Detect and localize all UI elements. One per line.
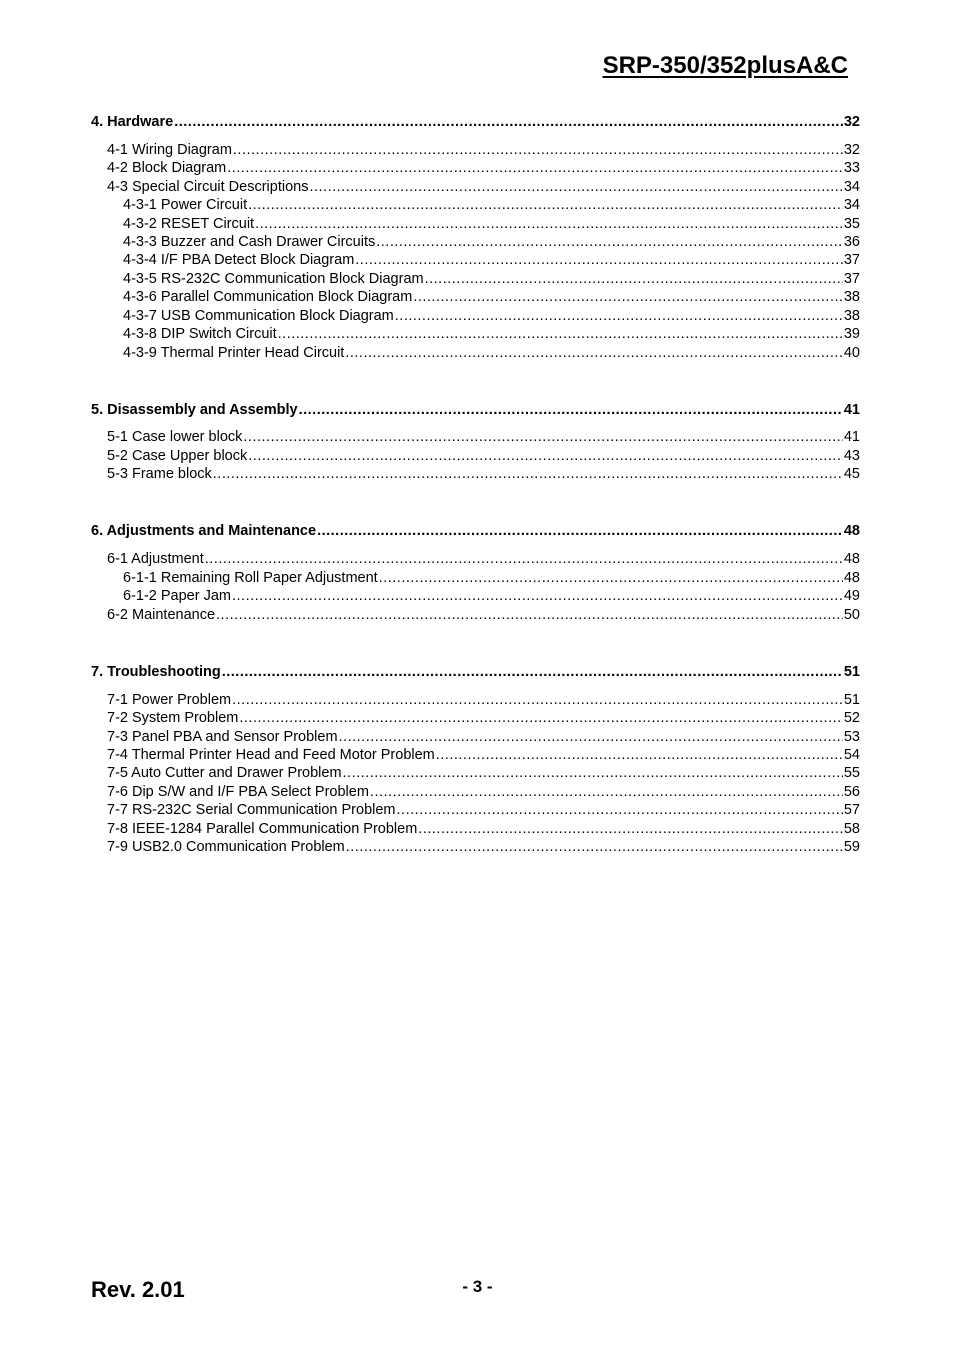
toc-dot-leader xyxy=(436,746,843,764)
toc-entry-label: 7-8 IEEE-1284 Parallel Communication Problem xyxy=(107,821,418,837)
toc-dot-leader xyxy=(413,288,843,306)
toc-entry-page: 49 xyxy=(843,588,860,604)
toc-dot-leader xyxy=(343,764,843,782)
page-number: - 3 - xyxy=(462,1277,493,1296)
toc-entry[interactable] xyxy=(123,270,860,288)
toc-entry-label: 6-1 Adjustment xyxy=(107,551,204,567)
toc-dot-leader xyxy=(232,587,843,605)
toc-dot-leader xyxy=(397,801,843,819)
toc-dot-leader xyxy=(232,691,843,709)
toc-entry-label: 7. Troubleshooting xyxy=(91,664,221,680)
toc-dot-leader xyxy=(248,196,843,214)
toc-dot-leader xyxy=(243,428,842,446)
toc-entry[interactable] xyxy=(107,838,860,856)
toc-entry-page: 56 xyxy=(843,784,860,800)
toc-dot-leader xyxy=(395,307,843,325)
toc-dot-leader xyxy=(370,783,843,801)
toc-entry-page: 37 xyxy=(843,252,860,268)
toc-entry-label: 4-3-3 Buzzer and Cash Drawer Circuits xyxy=(123,234,376,250)
toc-entry-page: 45 xyxy=(843,466,860,482)
toc-entry[interactable] xyxy=(107,159,860,177)
toc-entry-page: 41 xyxy=(843,429,860,445)
toc-dot-leader xyxy=(317,522,843,540)
toc-dot-leader xyxy=(376,233,843,251)
toc-entry[interactable] xyxy=(123,307,860,325)
toc-entry-page: 34 xyxy=(843,179,860,195)
toc-dot-leader xyxy=(346,838,843,856)
toc-entry-page: 48 xyxy=(843,523,860,539)
toc-entry-page: 51 xyxy=(843,664,860,680)
toc-entry-page: 53 xyxy=(843,729,860,745)
toc-entry-page: 52 xyxy=(843,710,860,726)
toc-dot-leader xyxy=(255,215,843,233)
toc-dot-leader xyxy=(309,178,842,196)
toc-dot-leader xyxy=(222,663,843,681)
toc-dot-leader xyxy=(233,141,843,159)
toc-entry[interactable] xyxy=(91,522,860,540)
toc-entry-page: 43 xyxy=(843,448,860,464)
toc-entry-page: 55 xyxy=(843,765,860,781)
toc-entry[interactable] xyxy=(107,178,860,196)
toc-entry-page: 34 xyxy=(843,197,860,213)
toc-entry-page: 37 xyxy=(843,271,860,287)
toc-entry-label: 7-9 USB2.0 Communication Problem xyxy=(107,839,345,855)
toc-entry-page: 33 xyxy=(843,160,860,176)
toc-entry-label: 6-1-2 Paper Jam xyxy=(123,588,231,604)
toc-entry-label: 7-3 Panel PBA and Sensor Problem xyxy=(107,729,338,745)
toc-dot-leader xyxy=(339,728,843,746)
toc-entry[interactable] xyxy=(123,251,860,269)
toc-entry-label: 4. Hardware xyxy=(91,114,174,130)
toc-entry-label: 4-3 Special Circuit Descriptions xyxy=(107,179,309,195)
toc-entry-page: 38 xyxy=(843,289,860,305)
toc-entry-page: 48 xyxy=(843,551,860,567)
toc-dot-leader xyxy=(205,550,843,568)
toc-entry-label: 4-3-8 DIP Switch Circuit xyxy=(123,326,277,342)
toc-dot-leader xyxy=(345,344,843,362)
toc-entry-label: 4-3-5 RS-232C Communication Block Diagram xyxy=(123,271,424,287)
toc-entry-label: 4-3-4 I/F PBA Detect Block Diagram xyxy=(123,252,355,268)
toc-dot-leader xyxy=(355,251,843,269)
toc-entry-label: 4-3-2 RESET Circuit xyxy=(123,216,255,232)
toc-entry-label: 7-6 Dip S/W and I/F PBA Select Problem xyxy=(107,784,369,800)
toc-dot-leader xyxy=(425,270,843,288)
toc-entry[interactable] xyxy=(123,587,860,605)
toc-dot-leader xyxy=(248,447,843,465)
toc-entry[interactable] xyxy=(107,746,860,764)
toc-dot-leader xyxy=(239,709,843,727)
toc-entry-page: 41 xyxy=(843,402,860,418)
toc-entry-label: 7-1 Power Problem xyxy=(107,692,232,708)
toc-entry[interactable] xyxy=(107,141,860,159)
toc-entry-label: 6. Adjustments and Maintenance xyxy=(91,523,317,539)
toc-entry[interactable] xyxy=(107,428,860,446)
toc-entry-label: 7-4 Thermal Printer Head and Feed Motor Problem xyxy=(107,747,435,763)
toc-entry-label: 4-2 Block Diagram xyxy=(107,160,227,176)
toc-entry[interactable] xyxy=(123,569,860,587)
toc-entry[interactable] xyxy=(91,663,860,681)
toc-entry-label: 6-1-1 Remaining Roll Paper Adjustment xyxy=(123,570,378,586)
revision-label: Rev. 2.01 xyxy=(91,1277,185,1302)
toc-entry-label: 5-3 Frame block xyxy=(107,466,212,482)
toc-entry-page: 58 xyxy=(843,821,860,837)
toc-entry[interactable] xyxy=(91,401,860,419)
toc-entry-label: 4-3-9 Thermal Printer Head Circuit xyxy=(123,345,345,361)
toc-entry[interactable] xyxy=(107,550,860,568)
toc-entry-label: 5-2 Case Upper block xyxy=(107,448,248,464)
toc-dot-leader xyxy=(299,401,843,419)
toc-entry-label: 7-7 RS-232C Serial Communication Problem xyxy=(107,802,396,818)
toc-entry[interactable] xyxy=(107,606,860,624)
toc-entry[interactable] xyxy=(91,113,860,131)
toc-entry-page: 51 xyxy=(843,692,860,708)
toc-entry[interactable] xyxy=(123,288,860,306)
toc-entry[interactable] xyxy=(107,764,860,782)
toc-entry-page: 48 xyxy=(843,570,860,586)
toc-dot-leader xyxy=(379,569,843,587)
document-title: SRP-350/352plusA&C xyxy=(602,52,848,79)
toc-entry-page: 36 xyxy=(843,234,860,250)
toc-entry[interactable] xyxy=(107,465,860,483)
toc-entry[interactable] xyxy=(107,447,860,465)
toc-entry-label: 4-3-6 Parallel Communication Block Diagram xyxy=(123,289,413,305)
toc-entry[interactable] xyxy=(107,801,860,819)
toc-entry-page: 59 xyxy=(843,839,860,855)
toc-entry[interactable] xyxy=(107,783,860,801)
toc-entry-page: 35 xyxy=(843,216,860,232)
toc-entry-page: 57 xyxy=(843,802,860,818)
toc-entry-page: 54 xyxy=(843,747,860,763)
toc-entry-label: 5. Disassembly and Assembly xyxy=(91,402,298,418)
toc-dot-leader xyxy=(278,325,843,343)
toc-entry-page: 50 xyxy=(843,607,860,623)
toc-entry-label: 7-2 System Problem xyxy=(107,710,239,726)
toc-entry[interactable] xyxy=(123,325,860,343)
toc-entry-page: 32 xyxy=(843,142,860,158)
toc-dot-leader xyxy=(216,606,843,624)
toc-dot-leader xyxy=(213,465,843,483)
toc-dot-leader xyxy=(174,113,843,131)
toc-entry[interactable] xyxy=(123,233,860,251)
toc-entry[interactable] xyxy=(107,691,860,709)
toc-entry[interactable] xyxy=(107,820,860,838)
toc-entry-label: 4-3-7 USB Communication Block Diagram xyxy=(123,308,394,324)
toc-dot-leader xyxy=(418,820,843,838)
toc-entry-page: 39 xyxy=(843,326,860,342)
toc-entry[interactable] xyxy=(107,709,860,727)
toc-entry-page: 38 xyxy=(843,308,860,324)
toc-entry[interactable] xyxy=(123,344,860,362)
toc-entry-label: 5-1 Case lower block xyxy=(107,429,243,445)
toc-entry-page: 32 xyxy=(843,114,860,130)
toc-entry-label: 7-5 Auto Cutter and Drawer Problem xyxy=(107,765,342,781)
toc-entry-page: 40 xyxy=(843,345,860,361)
toc-entry-label: 4-1 Wiring Diagram xyxy=(107,142,232,158)
toc-entry[interactable] xyxy=(123,215,860,233)
toc-entry-label: 4-3-1 Power Circuit xyxy=(123,197,248,213)
toc-entry[interactable] xyxy=(123,196,860,214)
toc-entry[interactable] xyxy=(107,728,860,746)
toc-dot-leader xyxy=(227,159,843,177)
toc-entry-label: 6-2 Maintenance xyxy=(107,607,216,623)
